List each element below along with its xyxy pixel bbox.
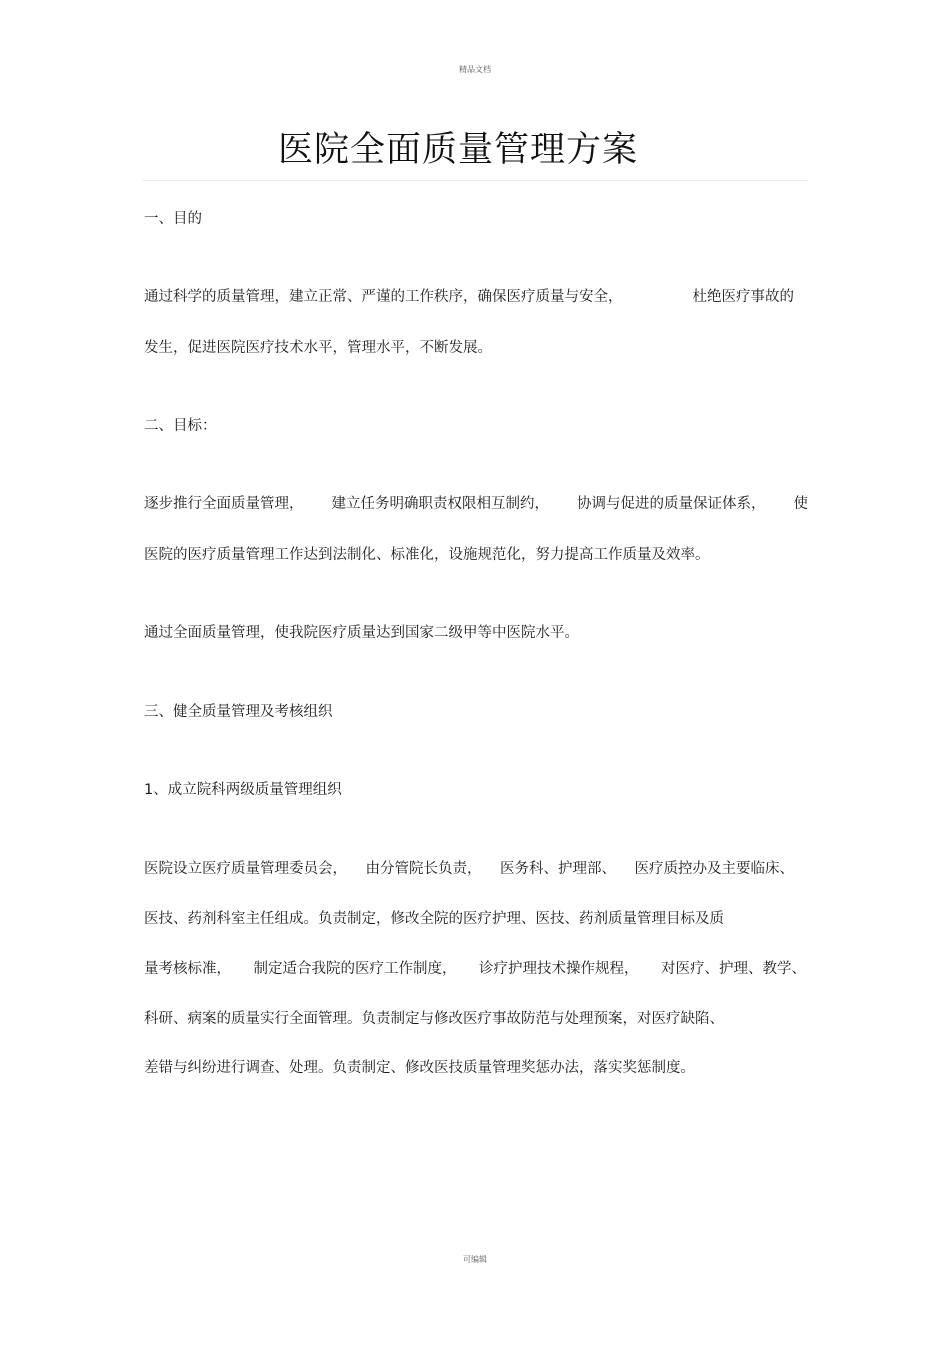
text-segment: 通过科学的质量管理，建立正常、严谨的工作秩序，确保医疗质量与安全， — [144, 289, 623, 305]
text-segment: 建立任务明确职责权限相互制约， — [331, 496, 549, 512]
paragraph-line: 差错与纠纷进行调查、处理。负责制定、修改医技质量管理奖惩办法，落实奖惩制度。 — [144, 1060, 695, 1076]
text-segment: 量考核标准， — [144, 961, 231, 977]
paragraph-line — [144, 287, 808, 307]
paragraph-line: 科研、病案的质量实行全面管理。负责制定与修改医疗事故防范与处理预案，对医疗缺陷、 — [144, 1011, 724, 1027]
text-segment: 医院设立医疗质量管理委员会， — [144, 861, 347, 877]
text-segment: 杜绝医疗事故的 — [692, 289, 794, 305]
title-divider — [142, 180, 808, 181]
section-heading-goal: 二、目标： — [144, 418, 217, 434]
text-segment: 医疗质控办及主要临床、 — [634, 861, 794, 877]
page-footer: 可编辑 — [463, 1255, 487, 1264]
text-segment: 制定适合我院的医疗工作制度， — [253, 961, 457, 977]
text-segment: 逐步推行全面质量管理， — [144, 496, 304, 512]
text-segment: 协调与促进的质量保证体系， — [577, 496, 766, 512]
paragraph-line: 发生，促进医院医疗技术水平，管理水平，不断发展。 — [144, 340, 492, 356]
paragraph-line — [144, 859, 794, 879]
page-header: 精品文档 — [459, 65, 491, 74]
text-segment: 使 — [793, 496, 808, 512]
text-segment: 由分管院长负责， — [365, 861, 482, 877]
text-segment: 医务科、护理部、 — [500, 861, 616, 877]
document-title: 医院全面质量管理方案 — [277, 130, 638, 170]
paragraph-line — [144, 959, 806, 979]
section-heading-organization: 三、健全质量管理及考核组织 — [144, 704, 333, 720]
paragraph-line — [144, 494, 808, 514]
paragraph: 通过全面质量管理，使我院医疗质量达到国家二级甲等中医院水平。 — [144, 625, 579, 641]
section-heading-purpose: 一、目的 — [144, 211, 202, 227]
paragraph-line: 医院的医疗质量管理工作达到法制化、标准化，设施规范化，努力提高工作质量及效率。 — [144, 547, 710, 563]
text-segment: 对医疗、护理、教学、 — [661, 961, 806, 977]
subsection-heading: 1、成立院科两级质量管理组织 — [144, 782, 342, 798]
text-segment: 诊疗护理技术操作规程， — [479, 961, 639, 977]
paragraph-line: 医技、药剂科室主任组成。负责制定，修改全院的医疗护理、医技、药剂质量管理目标及质 — [144, 911, 724, 927]
